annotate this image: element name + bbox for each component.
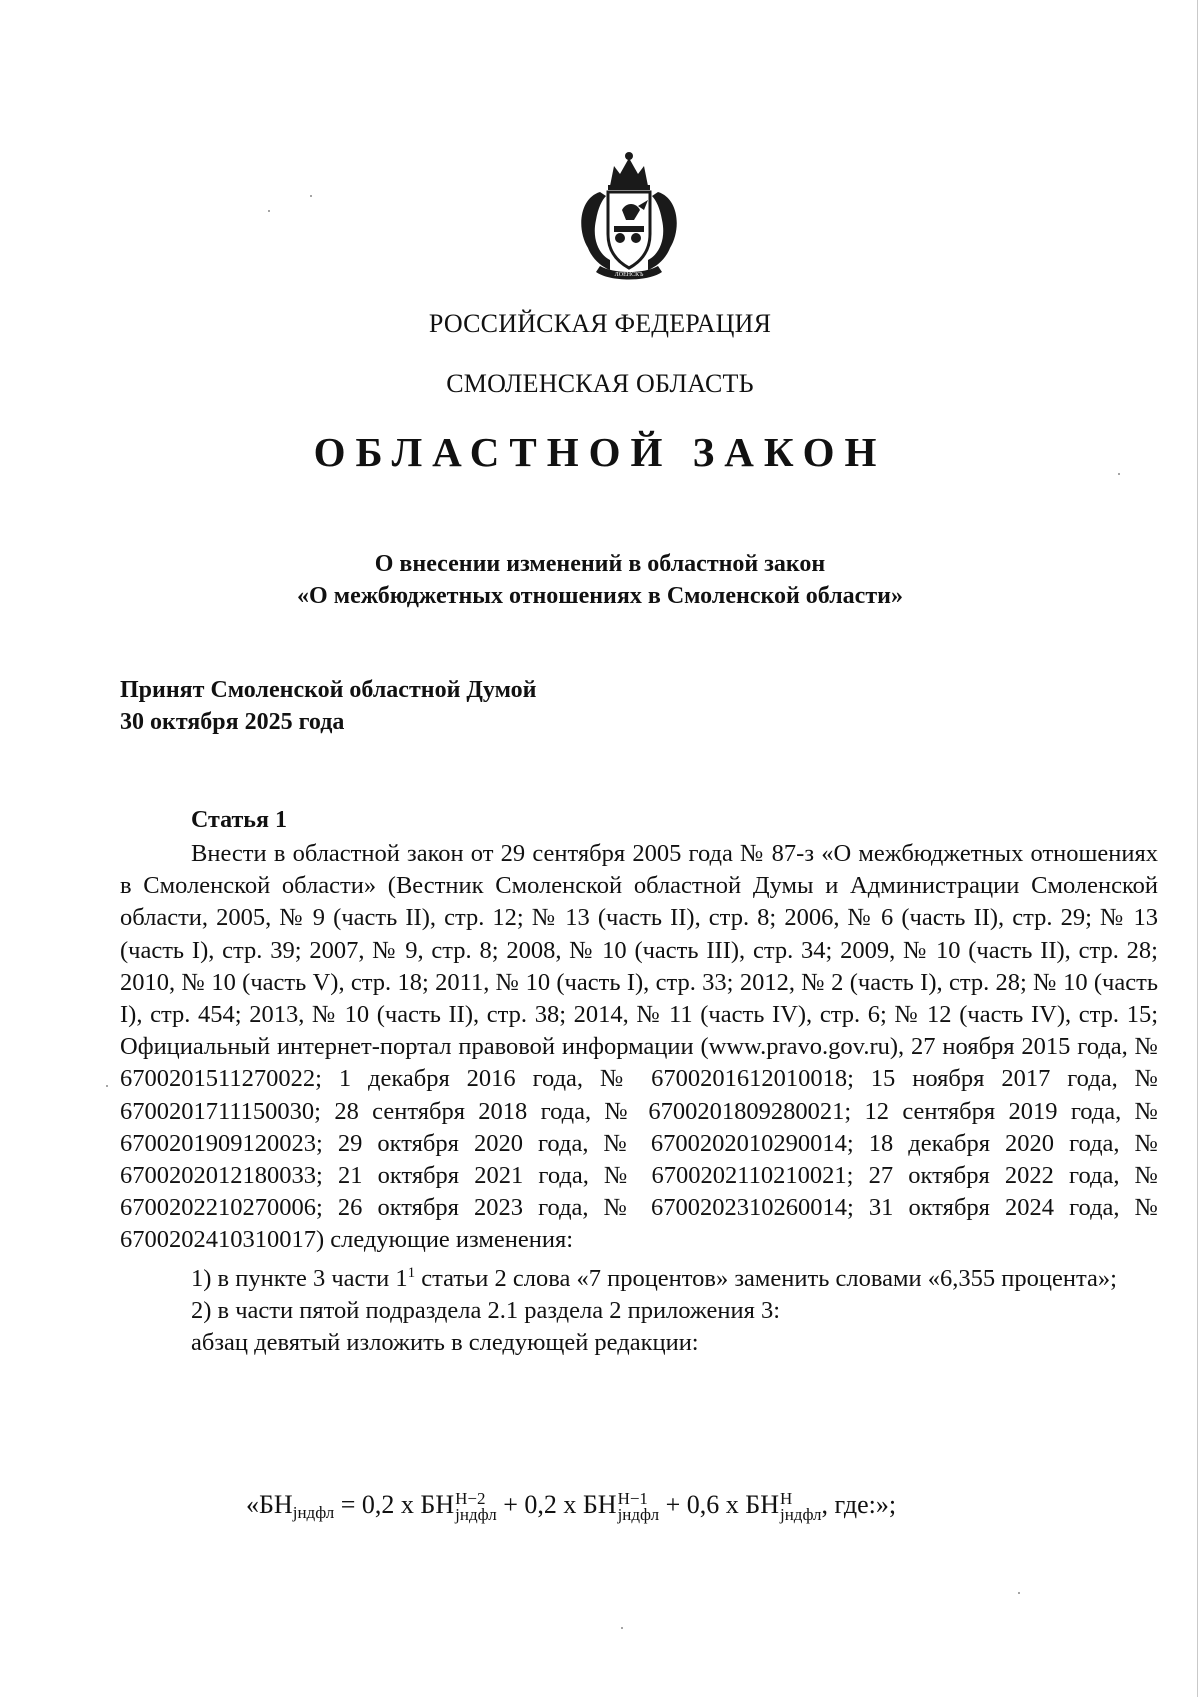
adoption-date: 30 октября 2025 года <box>120 709 345 735</box>
formula-index-3 <box>780 1491 822 1523</box>
law-subject-line-2: «О межбюджетных отношениях в Смоленской области» <box>297 583 903 609</box>
scan-speck <box>106 1085 108 1087</box>
item-1-text-a: 1) в пункте 3 части 1 <box>191 1264 408 1292</box>
scan-speck <box>1018 1592 1020 1594</box>
formula-index-2 <box>618 1491 660 1523</box>
formula-term-3: + 0,6 x БН <box>659 1490 779 1519</box>
country-heading: РОССИЙСКАЯ ФЕДЕРАЦИЯ <box>428 309 772 338</box>
formula-open: «БН <box>246 1490 293 1519</box>
scan-speck <box>268 210 270 212</box>
formula-sub-main: jндфл <box>292 1503 335 1522</box>
law-subject <box>0 548 1200 612</box>
formula-sub-3: jндфл <box>779 1505 822 1525</box>
item-1-superscript: 1 <box>407 1264 416 1281</box>
item-1-text-b: статьи 2 слова «7 процентов» заменить словами «6,355 процента»; <box>415 1264 1117 1292</box>
formula-close: , где:»; <box>821 1490 897 1519</box>
formula-sub-2: jндфл <box>617 1505 660 1525</box>
region-heading: СМОЛЕНСКАЯ ОБЛАСТЬ <box>446 369 754 398</box>
item-2-sub-paragraph: абзац девятый изложить в следующей редакции: <box>191 1329 699 1357</box>
formula <box>246 1490 896 1523</box>
adoption-body: Принят Смоленской областной Думой <box>120 677 537 703</box>
item-2-paragraph: 2) в части пятой подраздела 2.1 раздела 2 приложения 3: <box>191 1297 781 1324</box>
formula-index-1 <box>455 1491 497 1523</box>
scan-speck <box>310 195 312 197</box>
scan-speck <box>1118 473 1120 475</box>
scan-speck <box>621 1627 623 1629</box>
item-1-paragraph <box>120 1257 1158 1295</box>
article-body <box>120 838 1158 1359</box>
article-title: Статья 1 <box>191 807 287 833</box>
formula-sup-3: Н <box>779 1489 793 1509</box>
scan-edge-line <box>1197 0 1198 1697</box>
law-type-title: ОБЛАСТНОЙ ЗАКОН <box>313 429 887 475</box>
coat-of-arms-icon <box>570 148 688 286</box>
law-subject-line-1: О внесении изменений в областной закон <box>374 551 826 577</box>
emblem-ribbon-text: ЛОЕНСКЪ <box>614 272 644 278</box>
formula-sup-2: Н−1 <box>617 1489 648 1509</box>
formula-term-2: + 0,2 x БН <box>496 1490 617 1519</box>
adoption-info <box>120 674 536 738</box>
article-intro-paragraph: Внести в областной закон от 29 сентября 2005 года № 87-з «О межбюджетных отношениях в Смоленской области» (Вестник Смоленской областной Думы и Администрации Смоленской области, 2005, № 9 (часть II), стр. 12; № 13 (часть II), стр. 8; 2006, № 6 (часть II), стр. 29; № 13 (часть I), стр. 39; 2007, № 9, стр. 8; 2008, № 10 (часть III), стр. 34; 2009, № 10 (часть II), стр. 28; 2010, № 10 (часть V), стр. 18; 2011, № 10 (часть I), стр. 33; 2012, № 2 (часть I), стр. 28; № 10 (часть I), стр. 454; 2013, № 10 (часть II), стр. 38; 2014, № 11 (часть IV), стр. 6; № 12 (часть IV), стр. 15; Официальный интернет-портал правовой информации (www.pravo.gov.ru), 27 ноября 2015 года, № 6700201511270022; 1 декабря 2016 года, № 6700201612010018; 15 ноября 2017 года, № 6700201711150030; 28 сентября 2018 года, № 6700201809280021; 12 сентября 2019 года, № 6700201909120023; 29 октября 2020 года, № 6700202010290014; 18 декабря 2020 года, № 6700202012180033; 21 октября 2021 года, № 6700202110210021; 27 октября 2022 года, № 6700202210270006; 26 октября 2023 года, № 6700202310260014; 31 октября 2024 года, № 6700202410310017) следующие изменения: <box>120 840 1158 1254</box>
formula-sub-1: jндфл <box>455 1505 497 1525</box>
formula-term-1: = 0,2 x БН <box>334 1490 455 1519</box>
formula-sup-1: Н−2 <box>455 1489 486 1509</box>
